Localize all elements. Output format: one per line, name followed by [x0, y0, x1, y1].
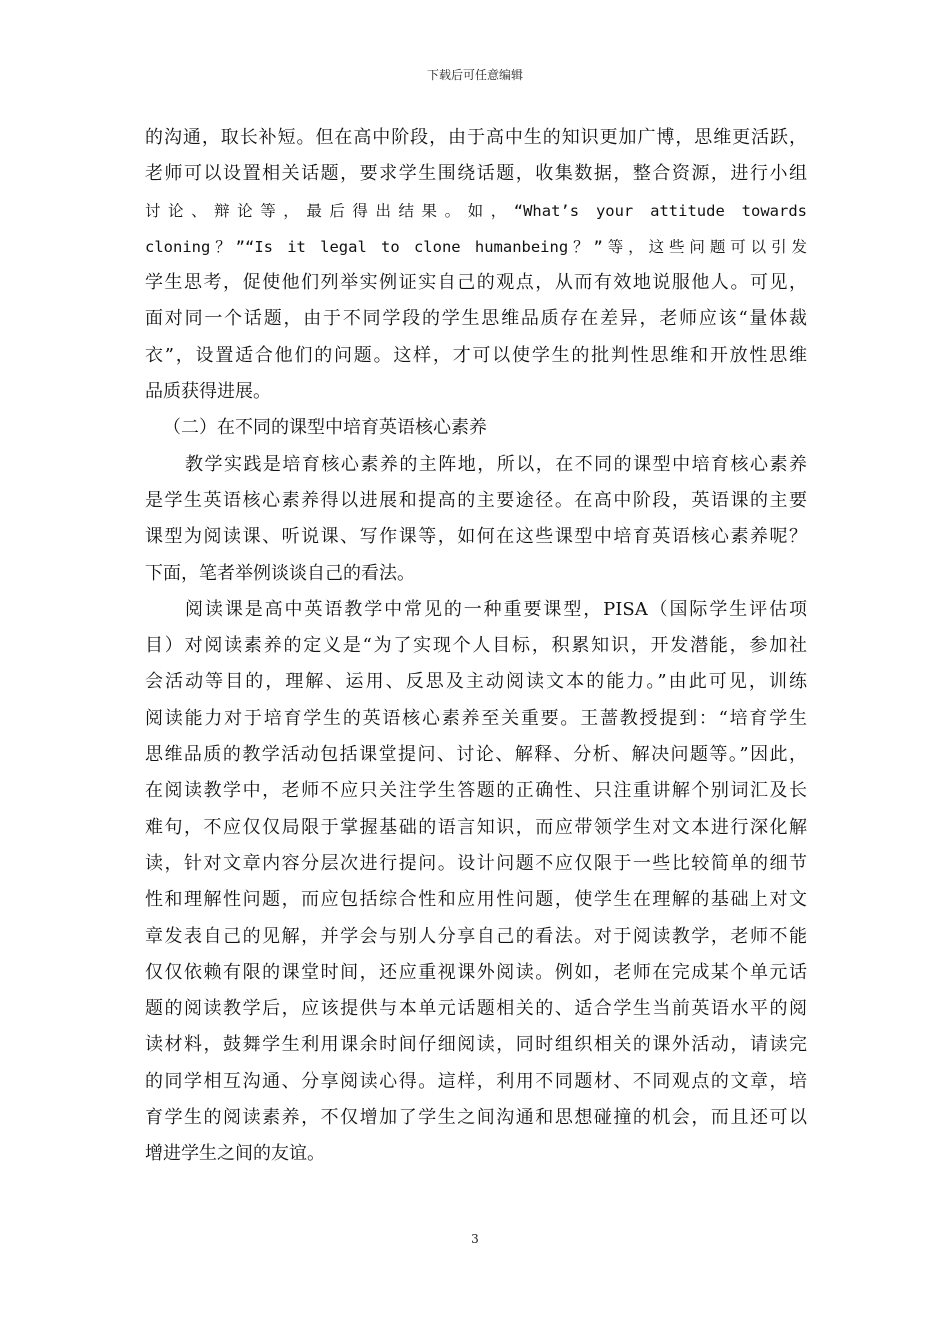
text-line: 阅读能力对于培育学生的英语核心素养至关重要。王蔷教授提到：“培育学生: [145, 707, 807, 729]
text-line: 阅读课是高中英语教学中常见的一种重要课型，PISA（国际学生评估项: [185, 598, 807, 620]
text-line: 性和理解性问题，而应包括综合性和应用性问题，使学生在理解的基础上对文: [145, 889, 807, 911]
text-line: 学生思考，促使他们列举实例证实自己的观点，从而有效地说服他人。可见，: [145, 272, 807, 294]
text-line: 题的阅读教学后，应该提供与本单元话题相关的、适合学生当前英语水平的阅: [145, 998, 807, 1020]
text-line: 衣”，设置适合他们的问题。这样，才可以使学生的批判性思维和开放性思维: [145, 344, 807, 366]
text-line: 在阅读教学中，老师不应只关注学生答题的正确性、只注重讲解个别词汇及长: [145, 780, 807, 802]
text-line: 思维品质的教学活动包括课堂提问、讨论、解释、分析、解决问题等。”因此，: [145, 744, 807, 766]
text-line: 的沟通，取长补短。但在高中阶段，由于高中生的知识更加广博，思维更活跃，: [145, 127, 807, 148]
text-line: 仅仅依赖有限的课堂时间，还应重视课外阅读。例如，老师在完成某个单元话: [145, 961, 807, 983]
text-line: 教学实践是培育核心素养的主阵地，所以，在不同的课型中培育核心素养: [185, 453, 807, 475]
text-line: 品质获得进展。: [145, 381, 271, 403]
text-line: 讨论、辩论等，最后得出结果。如，“What’s your attitude towards: [145, 201, 807, 220]
text-line: 是学生英语核心素养得以进展和提高的主要途径。在高中阶段，英语课的主要: [145, 489, 807, 511]
text-line: 增进学生之间的友谊。: [145, 1143, 325, 1165]
text-line: 会活动等目的，理解、运用、反思及主动阅读文本的能力。”由此可见，训练: [145, 671, 807, 693]
text-line: 难句，不应仅仅局限于掌握基础的语言知识，而应带领学生对文本进行深化解: [145, 816, 807, 838]
text-line: 读材料，鼓舞学生利用课余时间仔细阅读，同时组织相关的课外活动，请读完: [145, 1034, 807, 1056]
text-line: 的同学相互沟通、分享阅读心得。這样，利用不同题材、不同观点的文章，培: [145, 1070, 807, 1092]
text-line: 面对同一个话题，由于不同学段的学生思维品质存在差异，老师应该“量体裁: [145, 308, 807, 330]
text-line: cloning？”“Is it legal to clone humanbeing？”等，这些问题可以引发: [145, 237, 807, 256]
text-line: 下面，笔者举例谈谈自己的看法。: [145, 562, 415, 584]
text-line: 章发表自己的见解，并学会与别人分享自己的看法。对于阅读教学，老师不能: [145, 925, 807, 947]
page-number: 3: [471, 1232, 479, 1246]
text-line: 课型为阅读课、听说课、写作课等，如何在这些课型中培育英语核心素养呢？: [145, 526, 807, 548]
section-heading: （二）在不同的课型中培育英语核心素养: [163, 417, 487, 439]
text-line: 读，针对文章内容分层次进行提问。设计问题不应仅限于一些比较简单的细节: [145, 852, 807, 874]
page-header: 下载后可任意编辑: [426, 68, 523, 82]
text-line: 育学生的阅读素养，不仅增加了学生之间沟通和思想碰撞的机会，而且还可以: [145, 1107, 807, 1129]
text-line: 老师可以设置相关话题，要求学生围绕话题，收集数据，整合资源，进行小组: [145, 163, 807, 185]
text-line: 目）对阅读素养的定义是“为了实现个人目标，积累知识，开发潜能，参加社: [145, 635, 807, 657]
body-text: [145, 120, 807, 1173]
